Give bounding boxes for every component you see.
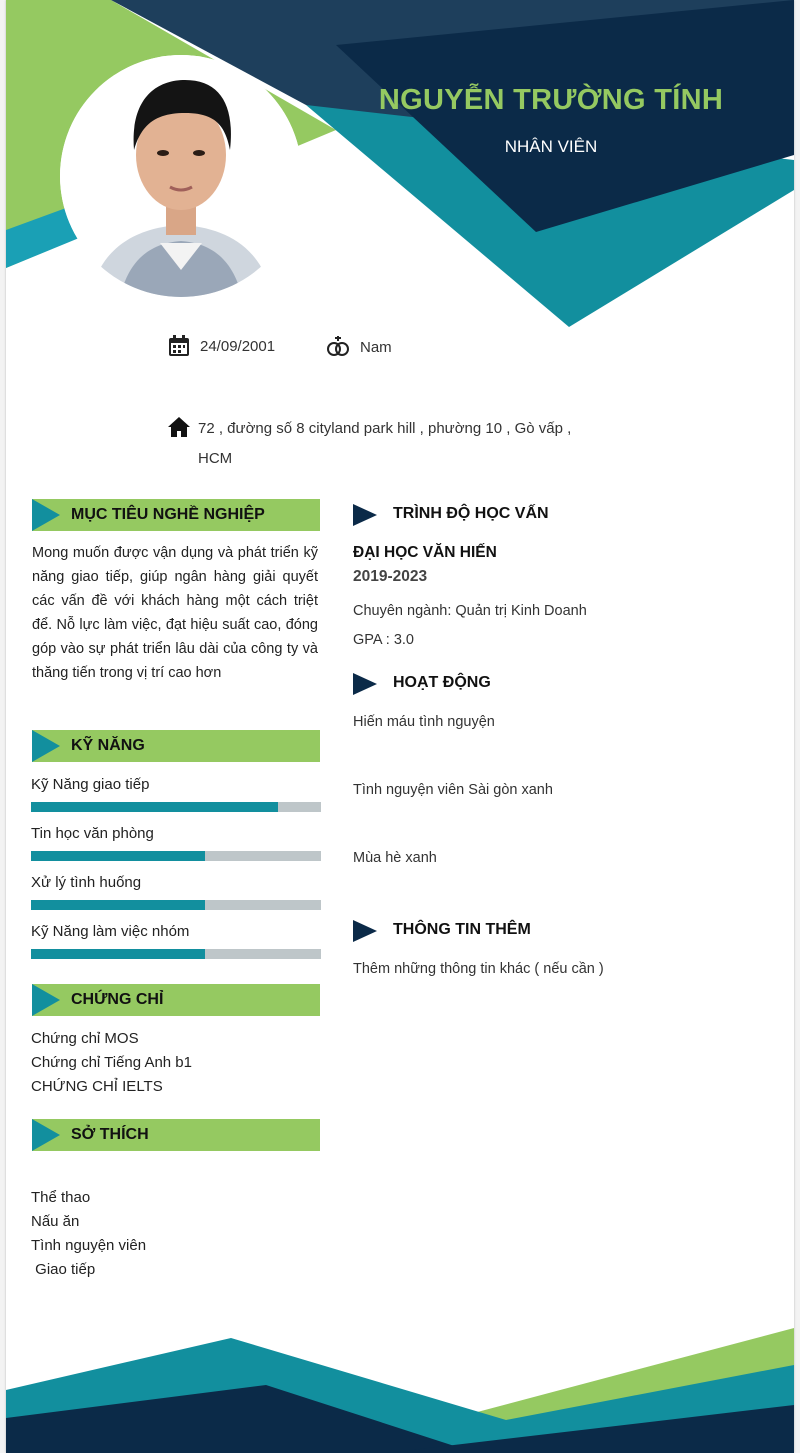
certificates-header bbox=[32, 984, 320, 1016]
skill-item bbox=[31, 874, 321, 891]
skills-header bbox=[32, 730, 320, 762]
list-item: CHỨNG CHỈ IELTS bbox=[31, 1078, 163, 1095]
hobbies-list bbox=[31, 1186, 146, 1282]
triangle-arrow-icon bbox=[32, 984, 60, 1016]
cv-page bbox=[6, 0, 794, 1453]
home-icon bbox=[168, 417, 190, 437]
triangle-arrow-icon bbox=[353, 503, 377, 527]
skill-bar bbox=[31, 900, 321, 910]
skill-label: Kỹ Năng làm việc nhóm bbox=[31, 923, 190, 940]
education-header bbox=[353, 503, 549, 527]
triangle-arrow-icon bbox=[32, 499, 60, 531]
skill-bar-fill bbox=[31, 949, 205, 959]
activity-item: Mùa hè xanh bbox=[353, 850, 437, 866]
list-item: Thể thao bbox=[31, 1189, 91, 1206]
education-years: 2019-2023 bbox=[353, 568, 428, 585]
hobbies-title: SỞ THÍCH bbox=[71, 1126, 149, 1143]
activity-item: Tình nguyện viên Sài gòn xanh bbox=[353, 782, 553, 798]
objective-text: Mong muốn được vận dụng và phát triển kỹ năng giao tiếp, giúp ngân hàng giải quyết các vấn đề với khách hàng một cách triệt để. Nỗ lực làm việc, đạt hiệu suất cao, đóng góp vào sự phát triển lâu dài của công ty và thăng tiến trong vị trí cao hơn bbox=[32, 545, 318, 681]
activities-header bbox=[353, 672, 491, 696]
skill-item bbox=[31, 923, 321, 940]
activities-title: HOẠT ĐỘNG bbox=[393, 674, 491, 691]
skill-item bbox=[31, 825, 321, 842]
portrait-image bbox=[60, 55, 302, 297]
extra-text: Thêm những thông tin khác ( nếu cần ) bbox=[353, 961, 604, 977]
list-item: Nấu ăn bbox=[31, 1213, 80, 1230]
extra-header bbox=[353, 919, 531, 943]
calendar-icon bbox=[168, 335, 190, 357]
list-item: Chứng chỉ Tiếng Anh b1 bbox=[31, 1054, 192, 1071]
gender-info bbox=[326, 335, 392, 359]
skill-label: Kỹ Năng giao tiếp bbox=[31, 776, 150, 793]
skill-bar bbox=[31, 949, 321, 959]
candidate-name: NGUYỄN TRƯỜNG TÍNH bbox=[378, 84, 724, 116]
skill-bar bbox=[31, 851, 321, 861]
education-school: ĐẠI HỌC VĂN HIẾN bbox=[353, 544, 497, 561]
skill-bar bbox=[31, 802, 321, 812]
skills-title: KỸ NĂNG bbox=[71, 737, 145, 754]
certificates-title: CHỨNG CHỈ bbox=[71, 991, 164, 1008]
birthday-value: 24/09/2001 bbox=[200, 337, 276, 355]
address-value: 72 , đường số 8 cityland park hill , phường 10 , Gò vấp , HCM bbox=[198, 420, 572, 467]
gender-icon bbox=[326, 335, 350, 359]
education-major: Chuyên ngành: Quản trị Kinh Doanh bbox=[353, 603, 587, 619]
birthday-info bbox=[168, 335, 275, 357]
education-title: TRÌNH ĐỘ HỌC VẤN bbox=[393, 505, 549, 522]
triangle-arrow-icon bbox=[32, 730, 60, 762]
skill-bar-fill bbox=[31, 802, 278, 812]
footer-background bbox=[6, 1320, 794, 1453]
skill-item bbox=[31, 776, 321, 793]
skill-bar-fill bbox=[31, 900, 205, 910]
education-gpa: GPA : 3.0 bbox=[353, 632, 414, 648]
triangle-arrow-icon bbox=[32, 1119, 60, 1151]
objective-title: MỤC TIÊU NGHỀ NGHIỆP bbox=[71, 506, 265, 523]
skill-bar-fill bbox=[31, 851, 205, 861]
activity-item: Hiến máu tình nguyện bbox=[353, 714, 495, 730]
hobbies-header bbox=[32, 1119, 320, 1151]
skill-label: Tin học văn phòng bbox=[31, 825, 154, 842]
list-item: Tình nguyện viên bbox=[31, 1237, 147, 1254]
avatar bbox=[60, 55, 302, 297]
extra-title: THÔNG TIN THÊM bbox=[393, 921, 531, 938]
certificates-list bbox=[31, 1027, 192, 1099]
candidate-role: NHÂN VIÊN bbox=[504, 137, 598, 156]
skill-label: Xử lý tình huống bbox=[31, 874, 142, 891]
list-item: Chứng chỉ MOS bbox=[31, 1030, 139, 1047]
gender-value: Nam bbox=[360, 338, 392, 356]
list-item: Giao tiếp bbox=[31, 1261, 96, 1278]
triangle-arrow-icon bbox=[353, 672, 377, 696]
triangle-arrow-icon bbox=[353, 919, 377, 943]
objective-header bbox=[32, 499, 320, 531]
